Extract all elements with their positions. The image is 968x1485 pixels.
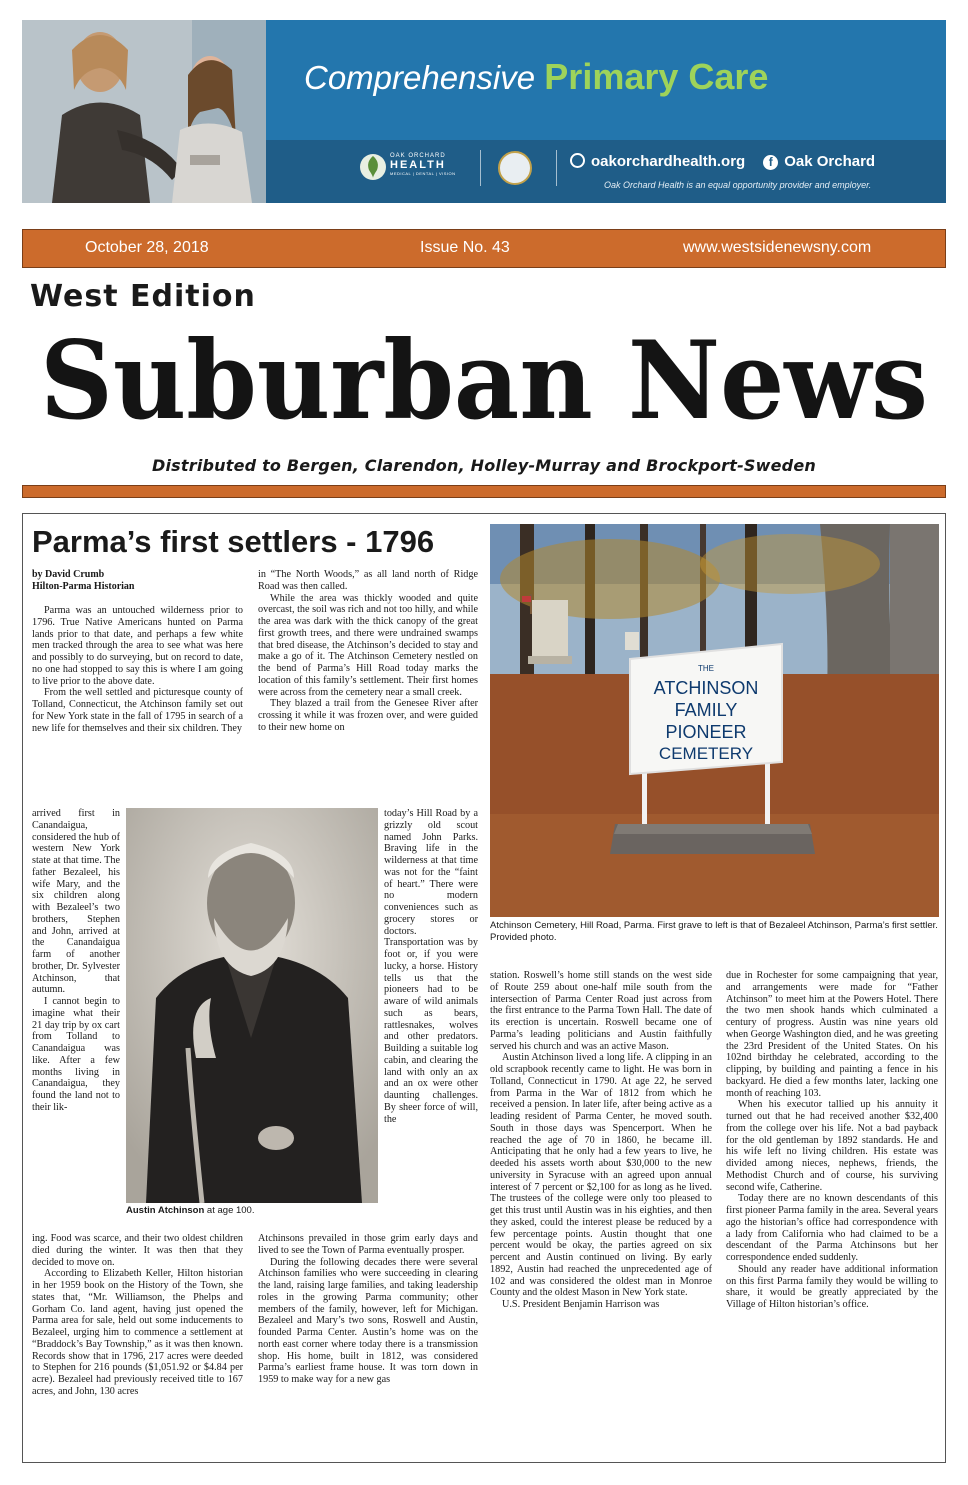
paragraph: During the following decades there were several Atchinson families who were succeeding in clearing the land, raising large families, and taking leadership roles in the growing Parma community; other members of the family, however, left for Michigan. Bezaleel and Mary’s two sons, Roswell and Austin, founded Parma Center. Austin’s home was on the north east corner where today there is a transmission shop. His home, built in 1812, was considered Parma’s earliest frame house. It was torn down in 1959 to make way for a new gas xyxy=(258,1256,478,1385)
paragraph: When his executor tallied up his annuity it turned out that he had received another $32,400 from the college over his life. Not a bad payback for the old gentleman by 1892 standards. He and his wife left no living children. His estate was divided among nieces, nephews, friends, the Methodist Church and of course, his surviving second wife, Catherine. xyxy=(726,1099,938,1193)
paragraph: U.S. President Benjamin Harrison was xyxy=(502,1299,660,1310)
masthead-title xyxy=(30,320,938,448)
paragraph: While the area was thickly wooded and quite overcast, the soil was rich and not too hilly, and while the area was dark with the thick canopy of the great first growth trees, and there were undrained swamps that bred disease, the Atchinson’s decided to stay and make a go of it. The Atchinson Cemetery nestled on the bend of Parma’s Hill Road today marks the location of this family’s settlement. Their first homes were across from the cemetery near a small creek. xyxy=(258,592,478,698)
ad-facebook-link[interactable]: Oak Orchard xyxy=(784,153,876,170)
ad-contact-line xyxy=(570,153,875,170)
cemetery-photo-caption: Atchinson Cemetery, Hill Road, Parma. First grave to left is that of Bezaleel Atchinson, Parma’s first settler. Provided photo. xyxy=(490,920,938,943)
article-column-2-top xyxy=(258,569,478,807)
article-column-4 xyxy=(726,970,938,1450)
byline-title: Hilton-Parma Historian xyxy=(32,581,135,592)
article-column-1-wrap xyxy=(32,808,120,1232)
masthead-tagline: Distributed to Bergen, Clarendon, Holley-Murray and Brockport-Sweden xyxy=(152,456,816,475)
paragraph: ing. Food was scarce, and their two oldest children died during the winter. It was then that they decided to move on. xyxy=(32,1233,243,1268)
ad-panel xyxy=(266,20,946,203)
sign-line-1: ATCHINSON xyxy=(653,678,759,698)
paragraph: From the well settled and picturesque county of Tolland, Connecticut, the Atchinson family set out for New York state in the fall of 1795 in search of a new life for themselves and their six children. They xyxy=(32,687,243,734)
paragraph: Parma was an untouched wilderness prior to 1796. True Native Americans hunted on Parma lands prior to that date, and perhaps a few white men tracked through the area to see what was here and possibly to do surveying, but on record to date, no one had stopped to say this is where I am going to live prior to the above date. xyxy=(32,605,243,687)
paragraph: They blazed a trail from the Genesee River after crossing it while it was frozen over, and were guided to their new home on xyxy=(258,698,478,733)
oak-orchard-logo xyxy=(390,153,456,176)
ad-website-link[interactable]: oakorchardhealth.org xyxy=(591,153,746,170)
paragraph: Atchinsons prevailed in those grim early days and lived to see the Town of Parma eventually prosper. xyxy=(258,1233,478,1256)
ad-headline-part1: Comprehensive xyxy=(304,59,536,96)
paragraph: station. Roswell’s home still stands on the west side of Route 259 about one-half mile south from the intersection of Parma Center Road just across from the first entrance to the Parma Town Hall. The date of its erection is uncertain. Roswell became one of Parma’s leading politicians and Austin faithfully served his church and was an active Mason. xyxy=(490,970,712,1052)
ncqa-seal-icon xyxy=(498,151,532,185)
paragraph: in “The North Woods,” as all land north of Ridge Road was then called. xyxy=(258,569,478,592)
publisher-website-link[interactable]: www.westsidenewsny.com xyxy=(683,239,872,256)
article-column-2-wrap xyxy=(384,808,478,1232)
portrait-caption-rest: at age 100. xyxy=(204,1205,255,1216)
article-column-1-top xyxy=(32,605,243,807)
sign-line-2: FAMILY xyxy=(674,700,738,720)
paragraph: due in Rochester for some campaigning that year, and arrangements were made for “Father Atchinson” to meet him at the Powers Hotel. There the two men shook hands which culminated a century of progress. Austin was nine years old when George Washington died, and he was greeting the 23rd President of the United States. On his 102nd birthday he celebrated, according to the clipping, by building and painting a fence in his backyard. He died a few months later, lacking one month of reaching 103. xyxy=(726,970,938,1099)
byline-author: by David Crumb xyxy=(32,569,105,580)
ad-divider xyxy=(556,150,557,186)
paragraph: Austin Atchinson lived a long life. A clipping in an old scrapbook recently came to light. He was born in Tolland, Connecticut in 1790. At age 22, he served from Parma in the War of 1812 from which he received a pension. In later life, after being active as a leading resident of Parma Center, he moved south. South in those days was Spencerport. When he reached the age of 70 in 1860, he became ill. Anticipating that he only had a few years to live, he deeded his assets worth about $30,000 to the new university in Syracuse with an agreed upon annual interest of 7 percent or $2,100 for as long as he lived. The trustees of the college were only too pleased to get this trust until Austin was in his eighties, and then they asked, could the interest please be reduced by a few percentage points. Austin thought that one percent would be okay, the parties agreed on six percent and Austin continued on living. By early 1892, Austin had reached the unprecedented age of 102 and was considered the oldest man in Monroe County and the oldest Mason in New York state. xyxy=(490,1052,712,1299)
date-issue-bar xyxy=(22,229,946,268)
logo-line2: HEALTH xyxy=(390,159,446,171)
masthead-title-text: Suburban News xyxy=(40,320,928,444)
masthead-rule xyxy=(22,485,946,498)
logo-line1: OAK ORCHARD xyxy=(390,153,446,159)
sign-line-0: THE xyxy=(698,664,714,673)
ad-headline-part2: Primary Care xyxy=(544,56,769,97)
portrait-austin-atchinson xyxy=(126,808,378,1203)
paragraph: I cannot begin to imagine what their 21 day trip by ox cart from Tolland to Canandaigua was like. After a few months living in Canandaigua, they found the land not to their lik- xyxy=(32,996,120,1113)
edition-label: West Edition xyxy=(30,279,256,314)
paragraph: Today there are no known descendants of this first pioneer Parma family in the area. Several years ago the historian’s office had correspondence with a lady from California who had claimed to be a descendant of the Parma Atchinsons but her correspondence ended suddenly. xyxy=(726,1193,938,1263)
article-headline: Parma’s first settlers - 1796 xyxy=(32,524,435,559)
paragraph: According to Elizabeth Keller, Hilton historian in her 1959 book on the History of the Town, she states that, “Mr. Williamson, the Phelps and Gorham Co. land agent, having just opened the Parma area for sale, held out some inducements to Bezaleel, urging him to commence a settlement at “Braddock’s Bay Township,” as it was then known. Records show that in 1796, 217 acres were deeded to Stephen for 216 pounds ($1,051.92 or $4.84 per acre). Bezaleel had previously received title to 167 acres, and John, 130 acres xyxy=(32,1268,243,1397)
ad-banner[interactable] xyxy=(22,20,946,203)
article-byline xyxy=(32,569,135,593)
globe-icon xyxy=(570,153,585,168)
ad-disclaimer: Oak Orchard Health is an equal opportunity provider and employer. xyxy=(604,180,872,190)
cemetery-photo xyxy=(490,524,939,917)
paragraph: Should any reader have additional information on this first Parma family they would be willing to share, it would be greatly appreciated by the Village of Hilton historian’s office. xyxy=(726,1263,938,1310)
paragraph: today’s Hill Road by a grizzly old scout named John Parks. Braving life in the wilderness at that time was not for the “faint of heart.” There were no modern conveniences such as grocery stores or doctors. Transportation was by foot or, if you were lucky, a horse. History tells us that the pioneers had to be aware of wild animals such as bears, rattlesnakes, wolves and other predators. Building a suitable log cabin, and clearing the land with only an ax and an ox were other daunting challenges. By sheer force of will, the xyxy=(384,808,478,1125)
sign-line-3: PIONEER xyxy=(665,722,747,742)
portrait-caption-name: Austin Atchinson xyxy=(126,1205,205,1216)
sign-line-4: CEMETERY xyxy=(658,744,754,763)
logo-line3: MEDICAL | DENTAL | VISION xyxy=(390,171,456,176)
article-column-2-bottom xyxy=(258,1233,478,1447)
facebook-icon: f xyxy=(763,155,778,170)
paragraph: arrived first in Canandaigua, considered the hub of western New York state at that time. The father Bezaleel, his wife Mary, and the six children along with Bezaleel’s two brothers, Stephen and John, arrived at the Canandaigua farm of another brother, Dr. Sylvester Atchinson, that autumn. xyxy=(32,808,120,996)
ad-photo-doctor-patient xyxy=(22,20,266,203)
oak-leaf-logo-icon xyxy=(360,152,386,182)
ad-divider xyxy=(480,150,481,186)
issue-date: October 28, 2018 xyxy=(85,239,209,256)
issue-number: Issue No. 43 xyxy=(420,239,510,256)
article-column-1-bottom xyxy=(32,1233,243,1447)
article-column-3 xyxy=(490,970,712,1450)
ad-headline xyxy=(304,56,944,98)
portrait-caption xyxy=(126,1205,254,1216)
